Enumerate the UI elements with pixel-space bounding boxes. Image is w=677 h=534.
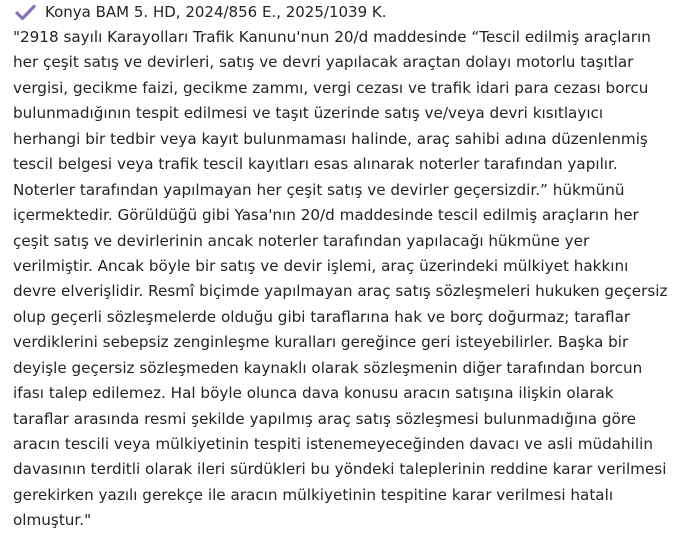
- paragraph-line: içermektedir. Görüldüğü gibi Yasa'nın 20/d maddesinde tescil edilmiş araçların her: [13, 206, 639, 225]
- paragraph-line: bulunmadığının tespit edilmesi ve taşıt üzerinde satış ve/veya devri kısıtlayıcı: [13, 104, 604, 123]
- paragraph-line: gerekirken yazılı gerekçe ile aracın mülkiyetinin tespitine karar verilmesi hatalı: [13, 485, 614, 504]
- paragraph-line: deyişle geçersiz sözleşmeden kaynaklı olarak sözleşmenin diğer tarafından borcun: [13, 358, 643, 377]
- document-body: [13, 0, 673, 534]
- quoted-paragraph: [13, 25, 673, 534]
- paragraph-line: Noterler tarafından yapılmayan her çeşit satış ve devirler geçersizdir.” hükmünü: [13, 180, 625, 199]
- paragraph-line: vergisi, gecikme faizi, gecikme zammı, vergi cezası ve trafik idari para cezası borcu: [13, 78, 649, 97]
- paragraph-line: aracın tescili veya mülkiyetinin tespiti istenemeyeceğinden davacı ve asli müdahilin: [13, 435, 653, 453]
- citation-text: Konya BAM 5. HD, 2024/856 E., 2025/1039 K.: [45, 3, 387, 21]
- paragraph-line: verdiklerini sebepsiz zenginleşme kuralları gereğince geri isteyebilirler. Başka bir: [13, 333, 629, 352]
- paragraph-line: verilmiştir. Ancak böyle bir satış ve devir işlemi, araç üzerindeki mülkiyet hakkını: [13, 256, 629, 275]
- paragraph-line: her çeşit satış ve devirleri, satış ve devri yapılacak araçtan dolayı motorlu taşıtlar: [13, 53, 634, 72]
- checkmark-icon: [15, 4, 36, 21]
- paragraph-line: olup geçerli sözleşmelerde olduğu gibi taraflarına hak ve borç doğurmaz; taraflar: [13, 307, 631, 326]
- citation-row: [13, 0, 673, 25]
- paragraph-line: olmuştur.": [13, 511, 92, 530]
- paragraph-line: devre elverişlidir. Resmî biçimde yapılmayan araç satış sözleşmeleri hukuken geçersiz: [13, 282, 668, 301]
- paragraph-line: "2918 sayılı Karayolları Trafik Kanunu'nun 20/d maddesinde “Tescil edilmiş araçların: [13, 28, 651, 46]
- paragraph-line: taraflar arasında resmi şekilde yapılmış araç satış sözleşmesi bulunmadığına göre: [13, 409, 637, 428]
- paragraph-line: ifası talep edilemez. Hal böyle olunca dava konusu aracın satışına ilişkin olarak: [13, 384, 614, 403]
- paragraph-line: davasının terditli olarak ileri sürdükleri bu yöndeki taleplerinin reddine karar verilmesi: [13, 460, 667, 479]
- paragraph-line: herhangi bir tedbir veya kayıt bulunmaması halinde, araç sahibi adına düzenlenmiş: [13, 129, 648, 148]
- paragraph-line: tescil belgesi veya trafik tescil kayıtları esas alınarak noterler tarafından yapılır.: [13, 155, 618, 174]
- paragraph-line: çeşit satış ve devirlerinin ancak noterler tarafından yapılacağı hükmüne yer: [13, 231, 590, 250]
